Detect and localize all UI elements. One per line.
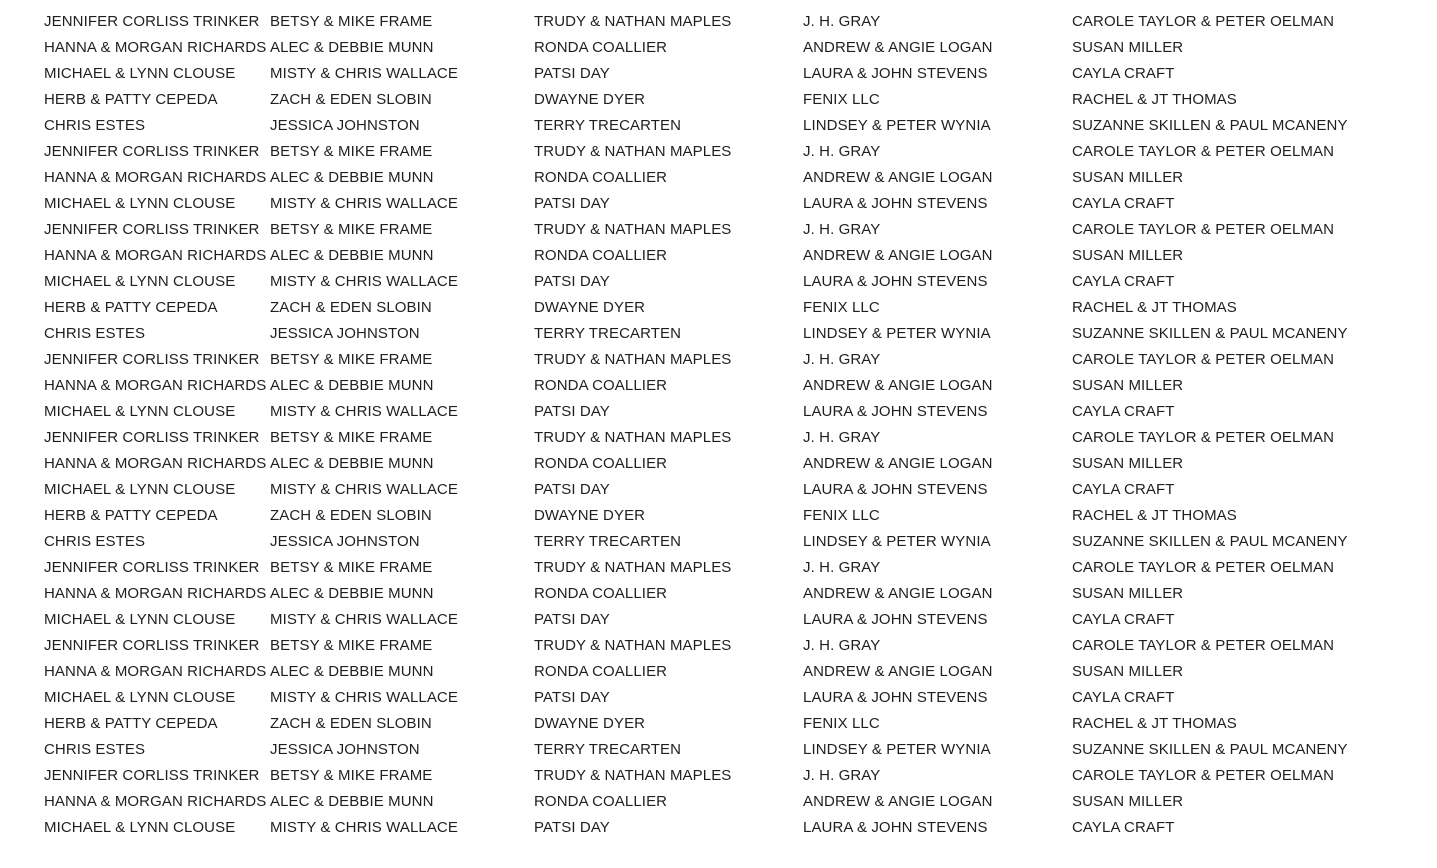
donor-name: MISTY & CHRIS WALLACE [270, 195, 458, 212]
donor-name: TRUDY & NATHAN MAPLES [534, 351, 732, 368]
donor-name: HANNA & MORGAN RICHARDS [44, 247, 267, 264]
donor-name: SUSAN MILLER [1072, 39, 1184, 56]
donor-name: ALEC & DEBBIE MUNN [270, 663, 434, 680]
donor-name: ALEC & DEBBIE MUNN [270, 39, 434, 56]
donor-name: MICHAEL & LYNN CLOUSE [44, 403, 236, 420]
donor-name: MICHAEL & LYNN CLOUSE [44, 611, 236, 628]
donor-name: DWAYNE DYER [534, 715, 646, 732]
donor-name: JENNIFER CORLISS TRINKER [44, 13, 260, 30]
donor-name: CAROLE TAYLOR & PETER OELMAN [1072, 559, 1335, 576]
donor-name: ALEC & DEBBIE MUNN [270, 247, 434, 264]
donor-name: CAROLE TAYLOR & PETER OELMAN [1072, 767, 1335, 784]
donor-name: BETSY & MIKE FRAME [270, 143, 433, 160]
donor-name: CHRIS ESTES [44, 741, 146, 758]
donor-name: HERB & PATTY CEPEDA [44, 715, 218, 732]
donor-name: LAURA & JOHN STEVENS [803, 273, 988, 290]
donor-name: MICHAEL & LYNN CLOUSE [44, 819, 236, 836]
donor-name: MISTY & CHRIS WALLACE [270, 689, 458, 706]
name-column-3 [534, 9, 803, 836]
donor-name: TRUDY & NATHAN MAPLES [534, 559, 732, 576]
donor-name: JESSICA JOHNSTON [270, 325, 420, 342]
donor-name: CAROLE TAYLOR & PETER OELMAN [1072, 637, 1335, 654]
donor-name: ZACH & EDEN SLOBIN [270, 91, 432, 108]
donor-name: MICHAEL & LYNN CLOUSE [44, 273, 236, 290]
donor-name: CAROLE TAYLOR & PETER OELMAN [1072, 13, 1335, 30]
name-column-5 [1072, 9, 1437, 836]
donor-name: HERB & PATTY CEPEDA [44, 91, 218, 108]
donor-name: FENIX LLC [803, 507, 880, 524]
donor-name: CAYLA CRAFT [1072, 819, 1175, 836]
donor-name: TRUDY & NATHAN MAPLES [534, 143, 732, 160]
donor-name: RACHEL & JT THOMAS [1072, 91, 1237, 108]
donor-name: TRUDY & NATHAN MAPLES [534, 13, 732, 30]
donor-name: PATSI DAY [534, 195, 610, 212]
donor-name: BETSY & MIKE FRAME [270, 637, 433, 654]
donor-name: BETSY & MIKE FRAME [270, 559, 433, 576]
donor-name: CAYLA CRAFT [1072, 403, 1175, 420]
donor-name: CHRIS ESTES [44, 533, 146, 550]
donor-name: J. H. GRAY [803, 143, 881, 160]
donor-name: PATSI DAY [534, 273, 610, 290]
donor-name: PATSI DAY [534, 689, 610, 706]
donor-name: MISTY & CHRIS WALLACE [270, 403, 458, 420]
donor-name: SUSAN MILLER [1072, 377, 1184, 394]
donor-name: TRUDY & NATHAN MAPLES [534, 429, 732, 446]
donor-name: DWAYNE DYER [534, 299, 646, 316]
donor-name: J. H. GRAY [803, 637, 881, 654]
donor-name: RONDA COALLIER [534, 585, 668, 602]
donor-name: JENNIFER CORLISS TRINKER [44, 429, 260, 446]
donor-name: JESSICA JOHNSTON [270, 117, 420, 134]
donor-name: TERRY TRECARTEN [534, 117, 682, 134]
donor-name: RONDA COALLIER [534, 663, 668, 680]
donor-name: PATSI DAY [534, 819, 610, 836]
donor-name: CAYLA CRAFT [1072, 689, 1175, 706]
donor-name: LAURA & JOHN STEVENS [803, 403, 988, 420]
donor-name: ANDREW & ANGIE LOGAN [803, 663, 993, 680]
donor-name: MICHAEL & LYNN CLOUSE [44, 481, 236, 498]
donor-name: ANDREW & ANGIE LOGAN [803, 39, 993, 56]
donor-name: PATSI DAY [534, 403, 610, 420]
donor-name: SUSAN MILLER [1072, 247, 1184, 264]
donor-name: CAYLA CRAFT [1072, 195, 1175, 212]
donor-name: ALEC & DEBBIE MUNN [270, 455, 434, 472]
donor-name: TERRY TRECARTEN [534, 741, 682, 758]
donor-name: TERRY TRECARTEN [534, 325, 682, 342]
donor-name: LINDSEY & PETER WYNIA [803, 117, 991, 134]
donor-name: J. H. GRAY [803, 767, 881, 784]
donor-name: LINDSEY & PETER WYNIA [803, 325, 991, 342]
donor-name: FENIX LLC [803, 299, 880, 316]
donor-name: MICHAEL & LYNN CLOUSE [44, 65, 236, 82]
donor-name: FENIX LLC [803, 91, 880, 108]
donor-name: CAYLA CRAFT [1072, 611, 1175, 628]
donor-name: ALEC & DEBBIE MUNN [270, 585, 434, 602]
donor-name: CAROLE TAYLOR & PETER OELMAN [1072, 351, 1335, 368]
donor-name: HANNA & MORGAN RICHARDS [44, 169, 267, 186]
donor-name: RACHEL & JT THOMAS [1072, 507, 1237, 524]
donor-name: SUZANNE SKILLEN & PAUL MCANENY [1072, 325, 1348, 342]
donor-name: CAYLA CRAFT [1072, 273, 1175, 290]
donor-name: JESSICA JOHNSTON [270, 533, 420, 550]
donor-name: MISTY & CHRIS WALLACE [270, 481, 458, 498]
donor-name: ALEC & DEBBIE MUNN [270, 793, 434, 810]
donor-name: JENNIFER CORLISS TRINKER [44, 351, 260, 368]
donor-name: HANNA & MORGAN RICHARDS [44, 377, 267, 394]
donor-name: LAURA & JOHN STEVENS [803, 611, 988, 628]
donor-name: JESSICA JOHNSTON [270, 741, 420, 758]
donor-name: J. H. GRAY [803, 351, 881, 368]
donor-name: HANNA & MORGAN RICHARDS [44, 39, 267, 56]
name-column-1 [0, 9, 270, 836]
donor-name: SUSAN MILLER [1072, 585, 1184, 602]
donor-name: LAURA & JOHN STEVENS [803, 481, 988, 498]
donor-name: CAROLE TAYLOR & PETER OELMAN [1072, 143, 1335, 160]
donor-name: JENNIFER CORLISS TRINKER [44, 559, 260, 576]
donor-name: RACHEL & JT THOMAS [1072, 299, 1237, 316]
donor-name: LAURA & JOHN STEVENS [803, 689, 988, 706]
donor-name: HERB & PATTY CEPEDA [44, 507, 218, 524]
donor-name: ANDREW & ANGIE LOGAN [803, 247, 993, 264]
donor-name: ALEC & DEBBIE MUNN [270, 377, 434, 394]
donor-name: HANNA & MORGAN RICHARDS [44, 663, 267, 680]
donor-name: JENNIFER CORLISS TRINKER [44, 767, 260, 784]
donor-name: LINDSEY & PETER WYNIA [803, 741, 991, 758]
donor-name: DWAYNE DYER [534, 91, 646, 108]
donor-name: ANDREW & ANGIE LOGAN [803, 793, 993, 810]
donor-name: PATSI DAY [534, 481, 610, 498]
donor-name: ALEC & DEBBIE MUNN [270, 169, 434, 186]
donor-name: FENIX LLC [803, 715, 880, 732]
name-column-2 [270, 9, 534, 836]
donor-name: LINDSEY & PETER WYNIA [803, 533, 991, 550]
donor-name: RONDA COALLIER [534, 247, 668, 264]
donor-name: RONDA COALLIER [534, 793, 668, 810]
donor-name: TERRY TRECARTEN [534, 533, 682, 550]
donor-name: ZACH & EDEN SLOBIN [270, 507, 432, 524]
donor-name: RONDA COALLIER [534, 377, 668, 394]
donor-name: JENNIFER CORLISS TRINKER [44, 143, 260, 160]
donor-name: J. H. GRAY [803, 221, 881, 238]
donor-name: ZACH & EDEN SLOBIN [270, 715, 432, 732]
donor-name: CHRIS ESTES [44, 325, 146, 342]
donor-name: MISTY & CHRIS WALLACE [270, 273, 458, 290]
donor-name: MISTY & CHRIS WALLACE [270, 65, 458, 82]
donor-name: ANDREW & ANGIE LOGAN [803, 377, 993, 394]
donor-name: MICHAEL & LYNN CLOUSE [44, 195, 236, 212]
donor-name: BETSY & MIKE FRAME [270, 429, 433, 446]
donor-name: JENNIFER CORLISS TRINKER [44, 637, 260, 654]
donor-name: MISTY & CHRIS WALLACE [270, 819, 458, 836]
donor-name: SUSAN MILLER [1072, 169, 1184, 186]
donor-name: SUZANNE SKILLEN & PAUL MCANENY [1072, 117, 1348, 134]
donor-name: TRUDY & NATHAN MAPLES [534, 221, 732, 238]
donor-name: ANDREW & ANGIE LOGAN [803, 455, 993, 472]
donor-name: BETSY & MIKE FRAME [270, 221, 433, 238]
donor-name: SUSAN MILLER [1072, 663, 1184, 680]
donor-name: CAROLE TAYLOR & PETER OELMAN [1072, 429, 1335, 446]
donor-name: MISTY & CHRIS WALLACE [270, 611, 458, 628]
donor-name: DWAYNE DYER [534, 507, 646, 524]
donor-name: PATSI DAY [534, 611, 610, 628]
donor-name: J. H. GRAY [803, 559, 881, 576]
donor-name: LAURA & JOHN STEVENS [803, 195, 988, 212]
donor-name: ZACH & EDEN SLOBIN [270, 299, 432, 316]
donor-name: SUZANNE SKILLEN & PAUL MCANENY [1072, 741, 1348, 758]
donor-name: RONDA COALLIER [534, 169, 668, 186]
donor-name: MICHAEL & LYNN CLOUSE [44, 689, 236, 706]
donor-name: CAYLA CRAFT [1072, 481, 1175, 498]
donor-name: HANNA & MORGAN RICHARDS [44, 455, 267, 472]
donor-name: LAURA & JOHN STEVENS [803, 819, 988, 836]
donor-name: SUZANNE SKILLEN & PAUL MCANENY [1072, 533, 1348, 550]
donor-name: J. H. GRAY [803, 13, 881, 30]
donor-name: CAYLA CRAFT [1072, 65, 1175, 82]
donor-name: HANNA & MORGAN RICHARDS [44, 585, 267, 602]
donor-name-list [0, 9, 1437, 836]
donor-name: RACHEL & JT THOMAS [1072, 715, 1237, 732]
donor-name: BETSY & MIKE FRAME [270, 351, 433, 368]
donor-name: PATSI DAY [534, 65, 610, 82]
donor-name: CHRIS ESTES [44, 117, 146, 134]
donor-name: ANDREW & ANGIE LOGAN [803, 169, 993, 186]
donor-name: LAURA & JOHN STEVENS [803, 65, 988, 82]
donor-name: HERB & PATTY CEPEDA [44, 299, 218, 316]
donor-name: BETSY & MIKE FRAME [270, 767, 433, 784]
donor-name: TRUDY & NATHAN MAPLES [534, 767, 732, 784]
donor-name: SUSAN MILLER [1072, 793, 1184, 810]
donor-name: ANDREW & ANGIE LOGAN [803, 585, 993, 602]
donor-name: CAROLE TAYLOR & PETER OELMAN [1072, 221, 1335, 238]
donor-name: JENNIFER CORLISS TRINKER [44, 221, 260, 238]
donor-name: J. H. GRAY [803, 429, 881, 446]
donor-name: BETSY & MIKE FRAME [270, 13, 433, 30]
donor-name: RONDA COALLIER [534, 39, 668, 56]
donor-name: TRUDY & NATHAN MAPLES [534, 637, 732, 654]
donor-name: SUSAN MILLER [1072, 455, 1184, 472]
donor-name: RONDA COALLIER [534, 455, 668, 472]
name-column-4 [803, 9, 1072, 836]
donor-name: HANNA & MORGAN RICHARDS [44, 793, 267, 810]
